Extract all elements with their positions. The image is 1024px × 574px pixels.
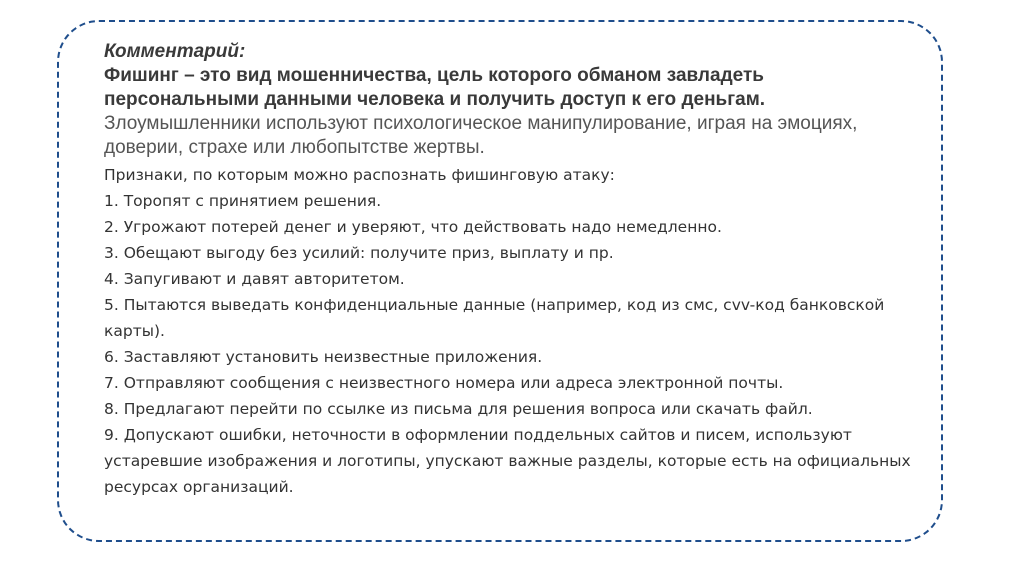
sign-item-1: 1. Торопят с принятием решения. <box>104 192 382 210</box>
comment-heading: Комментарий: <box>104 41 246 62</box>
signs-title: Признаки, по которым можно распознать фишинговую атаку: <box>104 166 615 184</box>
sign-item-4: 4. Запугивают и давят авторитетом. <box>104 270 405 288</box>
sign-item-5: 5. Пытаются выведать конфиденциальные данные (например, код из смс, cvv-код банковской карты). <box>104 296 885 340</box>
sign-item-8: 8. Предлагают перейти по ссылке из письма для решения вопроса или скачать файл. <box>104 400 813 418</box>
sign-item-2: 2. Угрожают потерей денег и уверяют, что действовать надо немедленно. <box>104 218 722 236</box>
sign-item-7: 7. Отправляют сообщения с неизвестного номера или адреса электронной почты. <box>104 374 784 392</box>
intro-text: Злоумышленники используют психологическое манипулирование, играя на эмоциях, доверии, страхе или любопытстве жертвы. <box>104 113 858 158</box>
sign-item-6: 6. Заставляют установить неизвестные приложения. <box>104 348 543 366</box>
comment-block <box>104 40 914 500</box>
sign-item-9: 9. Допускают ошибки, неточности в оформлении поддельных сайтов и писем, используют устаревшие изображения и логотипы, упускают важные разделы, которые есть на официальных ресурсах организаций. <box>104 426 911 496</box>
signs-list <box>104 188 914 500</box>
phishing-definition: Фишинг – это вид мошенничества, цель которого обманом завладеть персональными данными человека и получить доступ к его деньгам. <box>104 65 766 110</box>
sign-item-3: 3. Обещают выгоду без усилий: получите приз, выплату и пр. <box>104 244 614 262</box>
